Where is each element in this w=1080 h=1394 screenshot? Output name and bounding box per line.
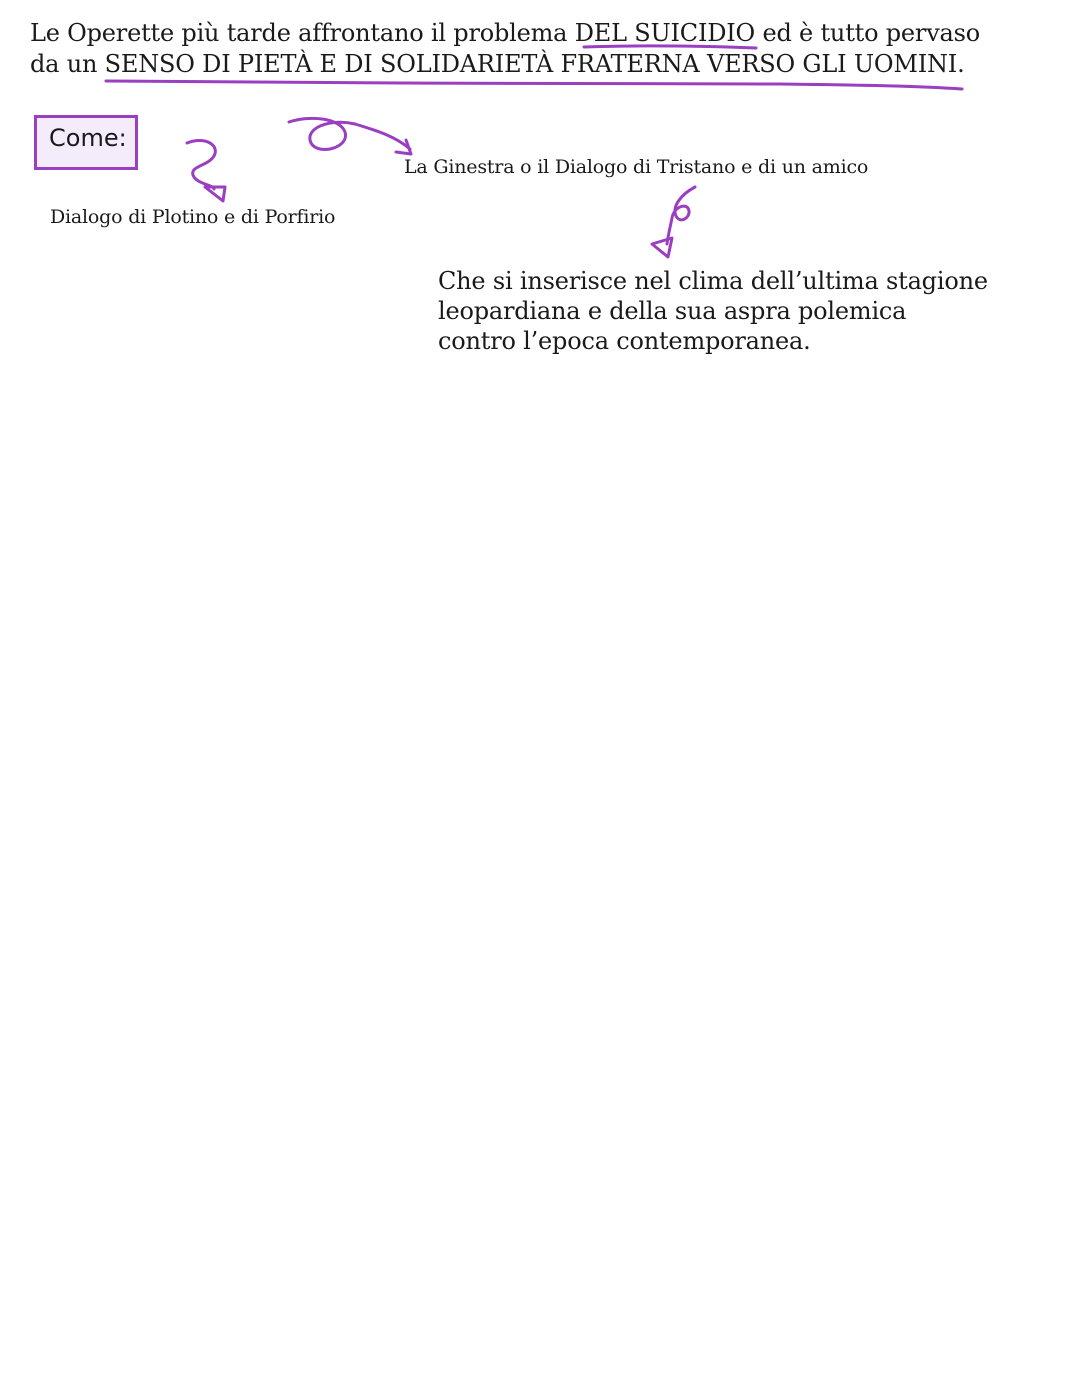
note-line-2: leopardiana e della sua aspra polemica (438, 297, 907, 325)
curly-arrow-right-icon (396, 140, 411, 154)
curly-arrow-right-icon (289, 118, 410, 149)
curly-arrow-down-icon (205, 187, 225, 201)
underline-solidarieta (106, 81, 962, 89)
curly-arrow-down-left-icon (652, 238, 672, 257)
example-plotino: Dialogo di Plotino e di Porfirio (50, 206, 336, 228)
context-note (438, 266, 988, 356)
curly-arrow-down-icon (187, 141, 215, 189)
example-ginestra: La Ginestra o il Dialogo di Tristano e di un amico (404, 156, 869, 178)
intro-line-2 (30, 49, 1050, 80)
intro-text: . (957, 50, 965, 78)
highlight-suicidio: DEL SUICIDIO (574, 19, 756, 47)
note-line-3: contro l’epoca contemporanea. (438, 327, 811, 355)
intro-text: ed è tutto pervaso (755, 19, 981, 47)
intro-text: Le Operette più tarde affrontano il problema (30, 19, 575, 47)
curly-arrow-down-left-icon (667, 187, 695, 244)
highlight-solidarieta: SENSO DI PIETÀ E DI SOLIDARIETÀ FRATERNA VERSO GLI UOMINI (104, 50, 958, 78)
come-label: Come: (49, 124, 127, 152)
come-label-box (34, 115, 138, 170)
intro-text: da un (30, 50, 105, 78)
intro-line-1 (30, 18, 1050, 49)
note-line-1: Che si inserisce nel clima dell’ultima stagione (438, 267, 988, 295)
intro-paragraph (30, 18, 1050, 80)
